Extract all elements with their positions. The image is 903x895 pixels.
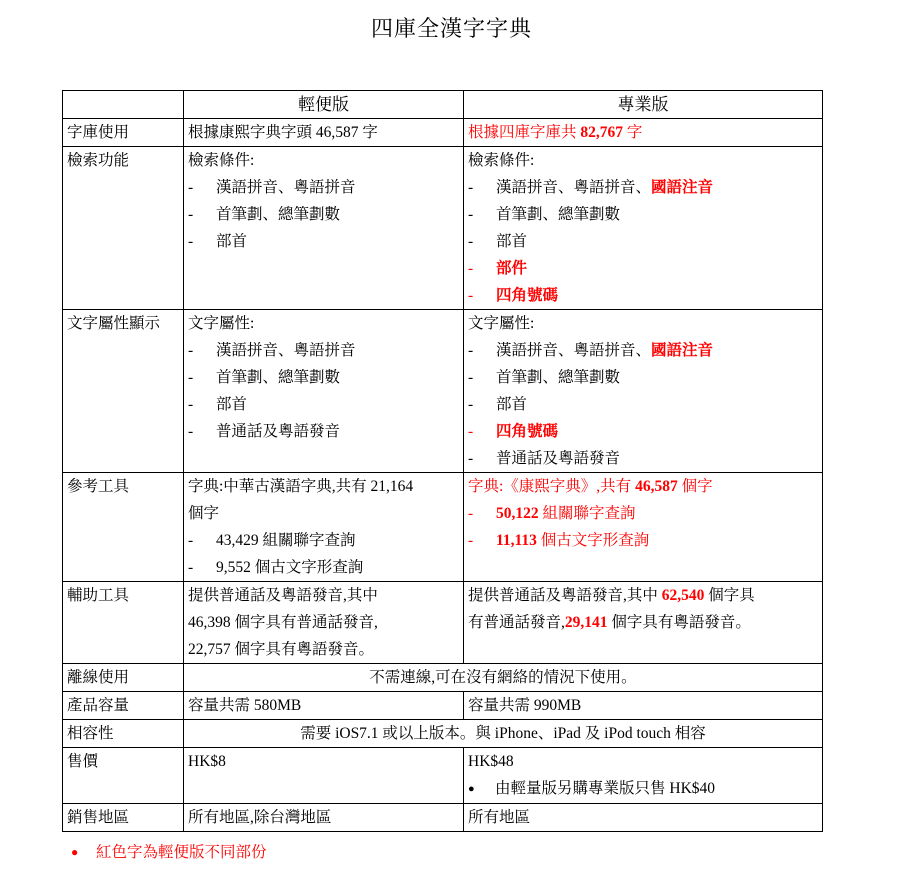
pro-cell: [464, 473, 823, 582]
cell-line: [468, 337, 818, 364]
text-run: 組關聯字查詢: [538, 505, 636, 522]
lite-cell: [184, 804, 464, 832]
cell-line: [188, 692, 459, 719]
dash-marker: -: [188, 369, 194, 386]
table-row: [63, 720, 823, 748]
text-run: HK$48: [468, 753, 514, 770]
text-run: 字典:《康熙字典》,共有: [468, 478, 636, 495]
row-label: 售價: [63, 748, 184, 804]
text-run: 提供普通話及粵語發音,其中: [188, 587, 378, 604]
cell-line: [468, 310, 818, 337]
text-run: 漢語拼音、粵語拼音: [216, 342, 356, 359]
row-label: 產品容量: [63, 692, 184, 720]
text-run: 9,552 個古文字形查詢: [216, 559, 364, 576]
text-run: 首筆劃、總筆劃數: [216, 369, 341, 386]
pro-cell: [464, 582, 823, 664]
text-run: 所有地區: [468, 809, 531, 826]
dash-marker: -: [188, 206, 194, 223]
corner-cell: [63, 91, 184, 119]
page-title: 四庫全漢字字典: [370, 16, 532, 41]
cell-line: [188, 391, 459, 418]
footnote: [71, 839, 903, 866]
dash-marker: -: [188, 559, 194, 576]
table-row: [63, 310, 823, 473]
dash-marker: -: [468, 423, 474, 440]
pro-cell: [464, 804, 823, 832]
cell-line: [188, 720, 818, 747]
cell-line: [468, 609, 818, 636]
text-run: 62,540: [661, 587, 705, 604]
table-row: [63, 473, 823, 582]
text-run: 29,141: [564, 614, 608, 631]
merged-cell: [184, 720, 823, 748]
text-run: 四角號碼: [496, 287, 559, 304]
cell-line: [468, 748, 818, 775]
row-label: 相容性: [63, 720, 184, 748]
text-run: 容量共需 990MB: [468, 697, 582, 714]
dash-marker: -: [468, 505, 474, 522]
dash-marker: -: [468, 287, 474, 304]
cell-line: [468, 445, 818, 472]
dash-marker: -: [188, 179, 194, 196]
text-run: 字: [623, 124, 643, 141]
text-run: 文字屬性:: [468, 315, 535, 332]
cell-line: [468, 500, 818, 527]
header-row: [63, 91, 823, 119]
table-row: [63, 147, 823, 310]
row-label: 文字屬性顯示: [63, 310, 184, 473]
text-run: 部件: [496, 260, 528, 277]
table-row: [63, 582, 823, 664]
row-label: 檢索功能: [63, 147, 184, 310]
pro-cell: [464, 147, 823, 310]
text-run: 漢語拼音、粵語拼音、: [496, 342, 652, 359]
cell-line: [188, 337, 459, 364]
text-run: 個字: [677, 478, 713, 495]
text-run: 11,113: [496, 532, 537, 549]
cell-line: [468, 418, 818, 445]
text-run: 46,398 個字具有普通話發音,: [188, 614, 378, 631]
dash-marker: -: [468, 233, 474, 250]
lite-cell: [184, 748, 464, 804]
lite-cell: [184, 473, 464, 582]
dash-marker: -: [468, 206, 474, 223]
text-run: 漢語拼音、粵語拼音、: [496, 179, 652, 196]
cell-line: [468, 391, 818, 418]
cell-line: [188, 582, 459, 609]
cell-line: [188, 228, 459, 255]
text-run: 需要 iOS7.1 或以上版本。與 iPhone、iPad 及 iPod touch 相容: [300, 725, 706, 742]
pro-cell: [464, 692, 823, 720]
comparison-table: [62, 90, 823, 832]
lite-cell: [184, 310, 464, 473]
text-run: 首筆劃、總筆劃數: [496, 206, 621, 223]
cell-line: [468, 473, 818, 500]
row-label: 銷售地區: [63, 804, 184, 832]
footnote-text: 紅色字為輕便版不同部份: [96, 844, 267, 861]
text-run: 部首: [216, 233, 248, 250]
text-run: 部首: [216, 396, 248, 413]
row-label: 參考工具: [63, 473, 184, 582]
cell-line: [188, 201, 459, 228]
cell-line: [188, 636, 459, 663]
text-run: 由輕量版另購專業版只售 HK$40: [495, 780, 716, 797]
column-header-pro: 專業版: [464, 91, 823, 119]
cell-line: [188, 418, 459, 445]
dash-marker: -: [188, 532, 194, 549]
text-run: 個字具有粵語發音。: [607, 614, 751, 631]
text-run: 容量共需 580MB: [188, 697, 302, 714]
table-row: [63, 692, 823, 720]
cell-line: [188, 609, 459, 636]
text-run: 檢索條件:: [188, 152, 255, 169]
pro-cell: [464, 748, 823, 804]
cell-line: [468, 282, 818, 309]
lite-cell: [184, 147, 464, 310]
dash-marker: -: [468, 532, 474, 549]
text-run: 43,429 組關聯字查詢: [216, 532, 356, 549]
cell-line: [468, 364, 818, 391]
dash-marker: -: [188, 233, 194, 250]
text-run: 漢語拼音、粵語拼音: [216, 179, 356, 196]
dash-marker: -: [468, 450, 474, 467]
text-run: 普通話及粵語發音: [496, 450, 621, 467]
text-run: 個字: [188, 505, 220, 522]
text-run: 50,122: [496, 505, 539, 522]
text-run: 個古文字形查詢: [536, 532, 650, 549]
text-run: 所有地區,除台灣地區: [188, 809, 332, 826]
cell-line: [188, 748, 459, 775]
cell-line: [468, 255, 818, 282]
text-run: HK$8: [188, 753, 226, 770]
cell-line: [468, 147, 818, 174]
cell-line: [188, 500, 459, 527]
text-run: 普通話及粵語發音: [216, 423, 341, 440]
bullet-icon: ●: [71, 845, 79, 859]
lite-cell: [184, 582, 464, 664]
cell-line: [188, 174, 459, 201]
text-run: 有普通話發音,: [468, 614, 565, 631]
cell-line: [468, 804, 818, 831]
dash-marker: -: [188, 396, 194, 413]
cell-line: [188, 804, 459, 831]
table-row: [63, 804, 823, 832]
text-run: 根據四庫字庫共: [468, 124, 581, 141]
cell-line: [468, 201, 818, 228]
row-label: 離線使用: [63, 664, 184, 692]
cell-line: [188, 473, 459, 500]
dash-marker: -: [468, 342, 474, 359]
cell-line: [468, 692, 818, 719]
cell-line: [188, 147, 459, 174]
text-run: 個字具: [704, 587, 755, 604]
text-run: 字典:中華古漢語字典,共有 21,164: [188, 478, 414, 495]
cell-line: [188, 364, 459, 391]
pro-cell: [464, 310, 823, 473]
cell-line: [468, 775, 818, 803]
text-run: 82,767: [580, 124, 624, 141]
text-run: 國語注音: [651, 342, 714, 359]
merged-cell: [184, 664, 823, 692]
dash-marker: -: [468, 369, 474, 386]
row-label: 字庫使用: [63, 119, 184, 147]
table-row: [63, 664, 823, 692]
text-run: 文字屬性:: [188, 315, 255, 332]
row-label: 輔助工具: [63, 582, 184, 664]
table-row: [63, 748, 823, 804]
text-run: 根據康熙字典字頭 46,587 字: [188, 124, 378, 141]
text-run: 四角號碼: [496, 423, 559, 440]
text-run: 檢索條件:: [468, 152, 535, 169]
cell-line: [188, 527, 459, 554]
text-run: 提供普通話及粵語發音,其中: [468, 587, 662, 604]
text-run: 不需連線,可在沒有網絡的情況下使用。: [369, 669, 637, 686]
cell-line: [188, 310, 459, 337]
dash-marker: -: [468, 396, 474, 413]
table-row: [63, 119, 823, 147]
cell-line: [468, 527, 818, 554]
cell-line: [188, 554, 459, 581]
dash-marker: -: [188, 423, 194, 440]
cell-line: [188, 119, 459, 146]
cell-line: [468, 119, 818, 146]
text-run: 46,587: [635, 478, 678, 495]
cell-line: [188, 664, 818, 691]
lite-cell: [184, 692, 464, 720]
lite-cell: [184, 119, 464, 147]
column-header-lite: 輕便版: [184, 91, 464, 119]
bullet-icon: ●: [468, 783, 475, 795]
cell-line: [468, 174, 818, 201]
text-run: 部首: [496, 233, 528, 250]
text-run: 部首: [496, 396, 528, 413]
dash-marker: -: [468, 260, 474, 277]
dash-marker: -: [188, 342, 194, 359]
text-run: 首筆劃、總筆劃數: [496, 369, 621, 386]
text-run: 22,757 個字具有粵語發音。: [188, 641, 375, 658]
cell-line: [468, 582, 818, 609]
pro-cell: [464, 119, 823, 147]
dash-marker: -: [468, 179, 474, 196]
text-run: 國語注音: [651, 179, 714, 196]
text-run: 首筆劃、總筆劃數: [216, 206, 341, 223]
cell-line: [468, 228, 818, 255]
